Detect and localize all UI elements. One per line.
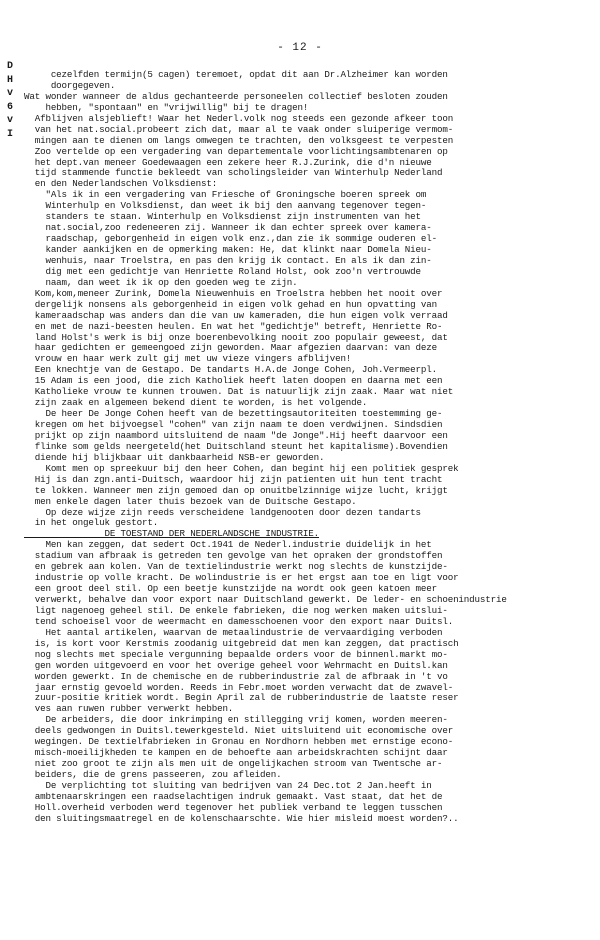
margin-letter: v [7, 88, 14, 99]
text-line: Zoo vertelde op een vergadering van departementale voorlichtingsambtenaren op [24, 146, 448, 157]
text-line: is, is kort voor Kerstmis zoodanig uitgebreid dat men kan zeggen, dat practisch [24, 638, 459, 649]
text-line: raadschap, geborgenheid in eigen volk enz.,dan zie ik sommige ouderen el- [24, 234, 437, 245]
text-line: diende hij blijkbaar uit dankbaarheid NSB-er geworden. [24, 452, 325, 463]
page-number: - 12 - [277, 42, 323, 54]
text-line: tijd stammende functie bekleedt van scholingsleider van Winterhulp Nederland [24, 168, 443, 179]
margin-annotation [7, 60, 13, 141]
text-line: vrouw en haar werk zult gij met uw vieze vingers afblijven! [24, 354, 352, 365]
text-line: kameraadschap was anders dan die van uw kameraden, die hun eigen volk verraad [24, 310, 448, 321]
text-line: nog slechts met speciale vergunning bepaalde orders voor de binnenl.markt mo- [24, 649, 448, 660]
text-line: worden gewerkt. In de chemische en de rubberindustrie zal de afbraak in 't vo [24, 671, 448, 682]
text-line: naam, dan weet ik ik op den goeden weg te zijn. [24, 277, 298, 288]
text-line: dergelijk nonsens als geborgenheid in eigen volk gehad en hun opvatting van [24, 299, 437, 310]
text-line: deels gedwongen in Duitsl.tewerkgesteld. Niet uitsluitend uit economische over [24, 726, 454, 737]
margin-letter: 6 [7, 101, 14, 113]
text-line: het dept.van meneer Goedewaagen een zekere heer R.J.Zurink, die d'n nieuwe [24, 157, 432, 168]
text-line: en met de nazi-beesten heulen. En wat het "gedichtje" betreft, Henriette Ro- [24, 321, 443, 332]
text-line: en gebrek aan kolen. Van de textielindustrie werkt nog slechts de kunstzijde- [24, 562, 448, 573]
text-line: Hij is dan zgn.anti-Duitsch, waardoor hij zijn patienten uit hun tent tracht [24, 474, 443, 485]
text-line: industrie op volle kracht. De wolindustrie is er het ergst aan toe en ligt voor [24, 573, 459, 584]
text-line: Winterhulp en Volksdienst, dan weet ik bij den aanvang tegenover tegen- [24, 201, 427, 212]
text-line: Afblijven alsjeblieft! Waar het Nederl.volk nog steeds een gezonde afkeer toon [24, 113, 454, 124]
text-line: hebben, "spontaan" en "vrijwillig" bij te dragen! [24, 102, 309, 113]
text-line: standers te staan. Winterhulp en Volksdienst zijn instrumenten van het [24, 212, 421, 223]
text-line: nat.social,zoo redeneeren zij. Wanneer ik dan echter spreek over kamera- [24, 223, 432, 234]
text-line: stadium van afbraak is getreden ten gevolge van het opraken der grondstoffen [24, 551, 443, 562]
text-line: Komt men op spreekuur bij den heer Cohen, dan begint hij een politiek gesprek [24, 463, 459, 474]
margin-letter: I [7, 128, 14, 140]
text-line: ligt nagenoeg geheel stil. De enkele fabrieken, die nog werken maken uitslui- [24, 605, 448, 616]
text-line: gen worden uitgevoerd en voor het overige geheel voor Wehrmacht en Duitsl.kan [24, 660, 448, 671]
text-line: prijkt op zijn naambord uitsluitend de naam "de Jonge".Hij heeft daarvoor een [24, 430, 448, 441]
text-line: misch-moeilijkheden te kampen en de behoefte aan arbeidskrachten schijnt daar [24, 748, 448, 759]
text-line: Holl.overheid verboden werd tegenover het publiek verband te leggen tusschen [24, 802, 443, 813]
text-line: niet zoo groot te zijn als men uit de ongelijkachen stroom van Twentsche ar- [24, 759, 443, 770]
text-line: Een knechtje van de Gestapo. De tandarts H.A.de Jonge Cohen, Joh.Vermeerpl. [24, 365, 437, 376]
text-line: men enkele dagen later thuis bezoek van de Duitsche Gestapo. [24, 496, 357, 507]
text-line: cezelfden termijn(5 cagen) teremoet, opdat dit aan Dr.Alzheimer kan worden [24, 70, 448, 80]
text-line: zijn zaak en algemeen bekend dient te worden, is het volgende. [24, 398, 368, 409]
section-heading: DE TOESTAND DER NEDERLANDSCHE INDUSTRIE. [24, 529, 319, 540]
text-line: een groot deel stil. Op een beetje kunstzijde na wordt ook geen katoen meer [24, 584, 437, 595]
text-line: Katholieke vrouw te kunnen trouwen. Dat is natuurlijk zijn zaak. Maar wat niet [24, 387, 454, 398]
text-line: "Als ik in een vergadering van Friesche of Groningsche boeren spreek om [24, 190, 427, 201]
text-line: De verplichting tot sluiting van bedrijven van 24 Dec.tot 2 Jan.heeft in [24, 780, 432, 791]
text-line: Wat wonder wanneer de aldus gechanteerde personeelen collectief besloten zouden [24, 91, 448, 102]
text-line: jaar ernstig gevoeld worden. Reeds in Febr.moet worden verwacht dat de zwavel- [24, 682, 454, 693]
text-line: zuur-positie kritiek wordt. Begin April zal de rubberindustrie de laatste reser [24, 693, 459, 704]
text-line: te lokken. Wanneer men zijn gemoed dan op onuitbelzinnige wijze lucht, krijgt [24, 485, 448, 496]
text-line: den sluitingsmaatregel en de kolenschaarschte. Wie hier misleid moest worden?.. [24, 813, 459, 824]
text-line: Het aantal artikelen, waarvan de metaalindustrie de vervaardiging verboden [24, 627, 443, 638]
text-line: De heer De Jonge Cohen heeft van de bezettingsautoriteiten toestemming ge- [24, 409, 443, 420]
text-line: haar gedichten er gemeengoed zijn geworden. Maar afgezien daarvan: van deze [24, 343, 437, 354]
text-line: Men kan zeggen, dat sedert Oct.1941 de Nederl.industrie duidelijk in het [24, 540, 432, 551]
margin-letter: v [7, 115, 14, 126]
text-line: De arbeiders, die door inkrimping en stillegging vrij komen, worden meeren- [24, 715, 448, 726]
text-line: wenhuis, naar Troelstra, en pas den krijg ik contact. En als ik dan zin- [24, 255, 432, 266]
text-line: Kom,kom,meneer Zurink, Domela Nieuwenhuis en Troelstra hebben het nooit over [24, 288, 443, 299]
text-line: doorgegeven. [24, 80, 116, 91]
text-line: kregen om het bijvoegsel "cohen" van zijn naam te doen verdwijnen. Sindsdien [24, 420, 443, 430]
text-line: verwerkt, behalve dan voor export naar Duitschland gewerkt. De leder- en schoenindustrie [24, 595, 507, 605]
text-line: land Holst's werk is bij onze boerenbevolking nooit zoo populair geweest, dat [24, 332, 448, 343]
text-line: en den Nederlandschen Volksdienst: [24, 179, 218, 190]
text-line: dig met een gedichtje van Henriette Roland Holst, ook zoo'n vertrouwde [24, 266, 421, 277]
text-line: in het ongeluk gestort. [24, 518, 159, 529]
margin-letter: D [7, 61, 14, 72]
text-line: kander aankijken en de opmerking maken: He, dat klinkt naar Domela Nieu- [24, 245, 432, 255]
text-line: ambtenaarskringen een raadselachtigen indruk gemaakt. Vast staat, dat het de [24, 791, 443, 802]
text-line: 15 Adam is een jood, die zich Katholiek heeft laten doopen en daarna met een [24, 376, 443, 387]
text-line: flinke som gelds neergeteld(het Duitschland steunt het kapitalisme).Bovendien [24, 441, 448, 452]
text-line: tend schoeisel voor de weermacht en damesschoenen voor den export naar Duitsl. [24, 616, 454, 627]
margin-letter: H [7, 74, 14, 86]
text-line: wegingen. De textielfabrieken in Gronau en Nordhorn hebben met ernstige econo- [24, 737, 454, 748]
text-line: ves aan ruwen rubber verwerkt hebben. [24, 704, 234, 715]
document-body [24, 70, 596, 825]
text-line: Op deze wijze zijn reeds verscheidene landgenooten door dezen tandarts [24, 507, 421, 518]
text-line: beiders, die de grens passeeren, zou afleiden. [24, 770, 282, 780]
text-line: mingen aan te dienen om langs omwegen te trachten, den volksgeest te verpesten [24, 135, 454, 146]
text-line: van het nat.social.probeert zich dat, maar al te vaak onder sluiperige vermom- [24, 124, 454, 135]
